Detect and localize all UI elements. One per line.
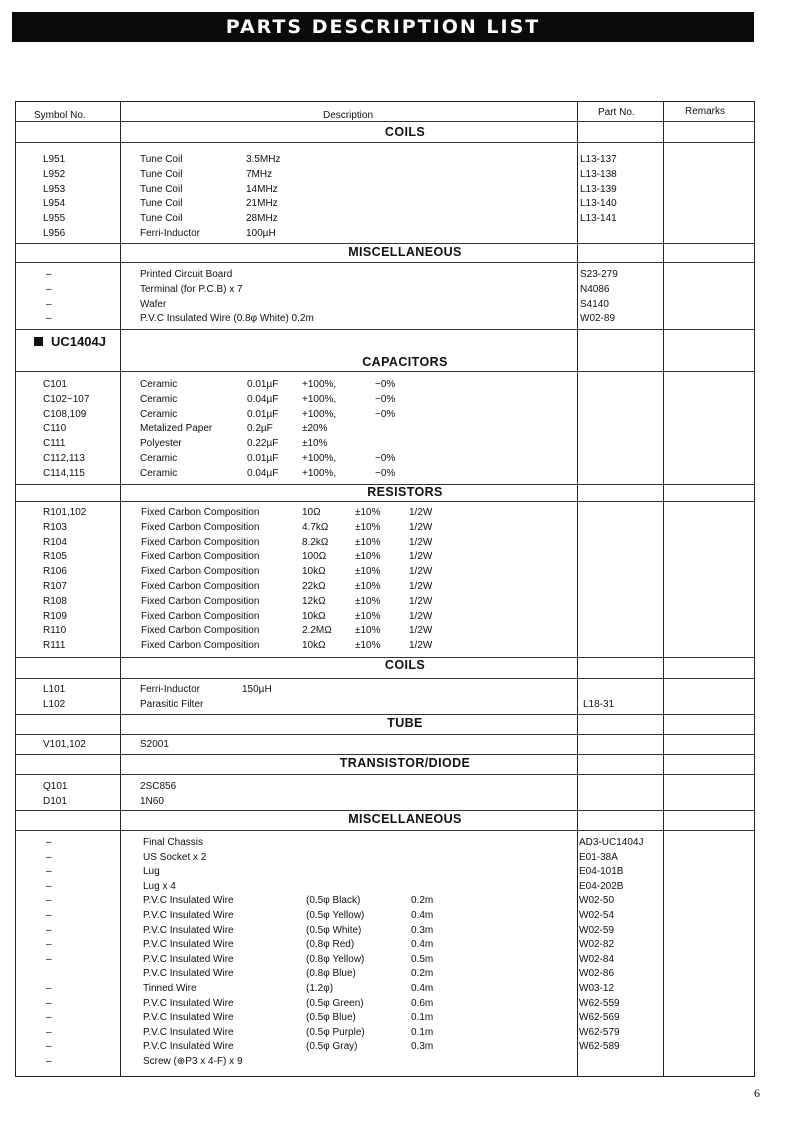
part-no: W02-59	[579, 924, 615, 936]
part-no: W62-559	[579, 997, 620, 1009]
description: Fixed Carbon Composition	[141, 610, 260, 622]
symbol-no: –	[46, 924, 52, 936]
tolerance: ±10%	[355, 521, 381, 533]
description: P.V.C Insulated Wire	[143, 997, 234, 1009]
value: 10kΩ	[302, 610, 326, 622]
tolerance-minus: −0%	[375, 408, 396, 420]
section-rule	[16, 678, 754, 679]
description: Fixed Carbon Composition	[141, 581, 260, 592]
symbol-no: –	[46, 997, 52, 1009]
symbol-no: C111	[43, 438, 66, 450]
table-row	[16, 923, 754, 938]
value: 0.2µF	[247, 423, 273, 435]
wattage: 1/2W	[409, 551, 433, 563]
symbol-no: L956	[43, 228, 66, 239]
description: Ferri-Inductor	[140, 228, 201, 239]
description: Wafer	[140, 298, 167, 310]
table-row	[16, 451, 754, 466]
description: Lug	[143, 866, 160, 878]
table-row	[16, 779, 754, 794]
symbol-no: –	[46, 851, 52, 863]
part-no: N4086	[580, 283, 610, 295]
description: Tune Coil	[140, 154, 183, 165]
symbol-no: L952	[43, 168, 66, 180]
section-rule	[16, 714, 754, 715]
section-heading-miscellaneous: MISCELLANEOUS	[348, 812, 462, 826]
length: 0.3m	[411, 1041, 434, 1053]
specification: (0.5φ White)	[306, 924, 362, 936]
description: S2001	[140, 739, 169, 750]
description: Fixed Carbon Composition	[141, 507, 260, 518]
value: 10kΩ	[302, 640, 326, 652]
description: Screw (⊕P3 x 4-F) x 9	[143, 1056, 243, 1067]
description: Ferri-Inductor	[140, 684, 201, 695]
length: 0.4m	[411, 939, 434, 951]
symbol-no: R110	[43, 625, 67, 637]
part-no: AD3-UC1404J	[579, 837, 644, 848]
value: 0.01µF	[247, 453, 279, 464]
symbol-no: C101	[43, 379, 67, 390]
description: P.V.C Insulated Wire (0.8φ White) 0.2m	[140, 313, 314, 325]
description: Tune Coil	[140, 213, 183, 225]
value: 0.04µF	[247, 393, 279, 405]
description: Fixed Carbon Composition	[141, 640, 260, 652]
tolerance: ±10%	[302, 438, 328, 450]
table-row	[16, 282, 754, 297]
symbol-no: –	[46, 880, 52, 892]
description: P.V.C Insulated Wire	[143, 968, 234, 980]
table-row	[16, 638, 754, 653]
description: Final Chassis	[143, 837, 204, 848]
table-row	[16, 835, 754, 850]
description: Tune Coil	[140, 183, 183, 195]
symbol-no: R103	[43, 521, 67, 533]
value: 4.7kΩ	[302, 521, 329, 533]
description: Ceramic	[140, 393, 178, 405]
part-no: W02-86	[579, 968, 615, 980]
tolerance: ±10%	[355, 581, 381, 592]
symbol-no: –	[46, 1041, 52, 1053]
section-rule	[16, 371, 754, 372]
tolerance: ±10%	[355, 536, 381, 548]
symbol-no: –	[46, 895, 52, 907]
table-row	[16, 152, 754, 167]
description: Fixed Carbon Composition	[141, 521, 260, 533]
table-row	[16, 966, 754, 981]
table-row	[16, 1054, 754, 1069]
part-no: W02-50	[579, 895, 615, 907]
description: Fixed Carbon Composition	[141, 551, 260, 563]
value: 0.04µF	[247, 467, 279, 479]
table-row	[16, 996, 754, 1011]
description: Metalized Paper	[140, 423, 213, 435]
tolerance: +100%,	[302, 393, 337, 405]
model-heading: UC1404J	[34, 334, 106, 349]
symbol-no: C110	[43, 423, 67, 435]
table-row	[16, 609, 754, 624]
table-row	[16, 520, 754, 535]
specification: (0.5φ Blue)	[306, 1012, 356, 1024]
symbol-no: R111	[43, 640, 66, 652]
symbol-no: C112,113	[43, 453, 85, 464]
symbol-no: –	[46, 1056, 52, 1067]
table-row	[16, 407, 754, 422]
value: 0.22µF	[247, 438, 279, 450]
tolerance: +100%,	[302, 408, 337, 420]
description: Polyester	[140, 438, 182, 450]
section-rule	[16, 121, 754, 122]
table-row	[16, 297, 754, 312]
part-no: W02-82	[579, 939, 615, 951]
header-symbol: Symbol No.	[34, 110, 86, 121]
description: Printed Circuit Board	[140, 269, 233, 280]
description: Lug x 4	[143, 880, 176, 892]
symbol-no: R104	[43, 536, 67, 548]
wattage: 1/2W	[409, 536, 433, 548]
table-row	[16, 267, 754, 282]
description: P.V.C Insulated Wire	[143, 1012, 234, 1024]
table-row	[16, 697, 754, 712]
symbol-no: –	[46, 953, 52, 965]
description: P.V.C Insulated Wire	[143, 895, 234, 907]
symbol-no: R109	[43, 610, 67, 622]
value: 7MHz	[246, 168, 273, 180]
tolerance: +100%,	[302, 467, 337, 479]
specification: (0.5φ Black)	[306, 895, 361, 907]
header-part: Part No.	[598, 107, 635, 118]
table-row	[16, 564, 754, 579]
section-rule	[16, 734, 754, 735]
section-rule	[16, 774, 754, 775]
table-row	[16, 1039, 754, 1054]
table-row	[16, 682, 754, 697]
table-row	[16, 549, 754, 564]
symbol-no: –	[46, 983, 52, 994]
length: 0.2m	[411, 968, 434, 980]
tolerance: ±10%	[355, 507, 381, 518]
section-heading-capacitors: CAPACITORS	[362, 355, 448, 369]
description: P.V.C Insulated Wire	[143, 1026, 234, 1038]
page-title: PARTS DESCRIPTION LIST	[12, 12, 754, 42]
description: Ceramic	[140, 379, 178, 390]
value: 100Ω	[302, 551, 327, 563]
part-no: E04-202B	[579, 880, 624, 892]
table-row	[16, 594, 754, 609]
table-row	[16, 436, 754, 451]
length: 0.1m	[411, 1026, 434, 1038]
symbol-no: –	[46, 837, 52, 848]
table-row	[16, 981, 754, 996]
tolerance: +100%,	[302, 379, 337, 390]
symbol-no: R107	[43, 581, 67, 592]
square-bullet-icon	[34, 337, 43, 346]
section-rule	[16, 142, 754, 143]
tolerance-minus: −0%	[375, 393, 396, 405]
wattage: 1/2W	[409, 595, 433, 607]
table-row	[16, 737, 754, 752]
symbol-no: D101	[43, 796, 67, 807]
section-rule	[16, 754, 754, 755]
value: 12kΩ	[302, 595, 326, 607]
wattage: 1/2W	[409, 566, 433, 578]
part-no: E01-38A	[579, 851, 618, 863]
section-rule	[16, 810, 754, 811]
value: 28MHz	[246, 213, 278, 225]
symbol-no: C114,115	[43, 467, 85, 479]
section-heading-coils: COILS	[384, 658, 426, 672]
symbol-no: L951	[43, 154, 66, 165]
table-row	[16, 1010, 754, 1025]
table-row	[16, 952, 754, 967]
table-row	[16, 623, 754, 638]
part-no: L18-31	[583, 699, 615, 710]
description: P.V.C Insulated Wire	[143, 910, 234, 921]
table-row	[16, 579, 754, 594]
header-description: Description	[323, 110, 374, 121]
specification: (0.5φ Purple)	[306, 1026, 365, 1038]
section-heading-miscellaneous: MISCELLANEOUS	[348, 245, 462, 259]
length: 0.2m	[411, 895, 434, 907]
table-row	[16, 466, 754, 481]
length: 0.5m	[411, 953, 434, 965]
table-row	[16, 864, 754, 879]
tolerance: +100%,	[302, 453, 337, 464]
table-row	[16, 226, 754, 241]
description: Tinned Wire	[143, 983, 197, 994]
value: 0.01µF	[247, 408, 279, 420]
specification: (0.5φ Green)	[306, 997, 364, 1009]
description: P.V.C Insulated Wire	[143, 939, 234, 951]
wattage: 1/2W	[409, 507, 433, 518]
part-no: W02-84	[579, 953, 615, 965]
wattage: 1/2W	[409, 581, 433, 592]
section-rule	[16, 262, 754, 263]
section-rule	[16, 329, 754, 330]
section-heading-tube: TUBE	[387, 716, 423, 730]
tolerance-minus: −0%	[375, 453, 396, 464]
section-rule	[16, 830, 754, 831]
table-row	[16, 794, 754, 809]
part-no: W02-89	[580, 313, 616, 325]
part-no: L13-139	[580, 183, 617, 195]
description: Tune Coil	[140, 168, 183, 180]
length: 0.3m	[411, 924, 434, 936]
wattage: 1/2W	[409, 640, 433, 652]
tolerance: ±20%	[302, 423, 328, 435]
part-no: L13-138	[580, 168, 617, 180]
symbol-no: –	[46, 1026, 52, 1038]
table-row	[16, 421, 754, 436]
wattage: 1/2W	[409, 625, 433, 637]
value: 22kΩ	[302, 581, 326, 592]
table-row	[16, 893, 754, 908]
symbol-no: R105	[43, 551, 67, 563]
table-row	[16, 182, 754, 197]
tolerance-minus: −0%	[375, 379, 396, 390]
symbol-no: C108,109	[43, 408, 87, 420]
table-row	[16, 1025, 754, 1040]
description: US Socket x 2	[143, 851, 207, 863]
symbol-no: –	[46, 939, 52, 951]
table-row	[16, 392, 754, 407]
value: 21MHz	[246, 198, 278, 210]
value: 150µH	[242, 684, 272, 695]
tolerance: ±10%	[355, 640, 381, 652]
symbol-no: R106	[43, 566, 67, 578]
description: Fixed Carbon Composition	[141, 536, 260, 548]
specification: (0.5φ Yellow)	[306, 910, 365, 921]
description: 1N60	[140, 796, 164, 807]
description: Terminal (for P.C.B) x 7	[140, 283, 243, 295]
length: 0.4m	[411, 983, 434, 994]
description: Parasitic Filter	[140, 699, 204, 710]
symbol-no: –	[46, 910, 52, 921]
symbol-no: R108	[43, 595, 67, 607]
value: 14MHz	[246, 183, 278, 195]
specification: (0.8φ Yellow)	[306, 953, 365, 965]
description: Fixed Carbon Composition	[141, 625, 260, 637]
section-rule	[16, 243, 754, 244]
part-no: W02-54	[579, 910, 615, 921]
specification: (1.2φ)	[306, 983, 334, 994]
tolerance: ±10%	[355, 595, 381, 607]
table-row	[16, 937, 754, 952]
value: 100µH	[246, 228, 276, 239]
table-row	[16, 311, 754, 326]
table-row	[16, 377, 754, 392]
description: Fixed Carbon Composition	[141, 595, 260, 607]
part-no: E04-101B	[579, 866, 624, 878]
part-no: L13-140	[580, 198, 617, 210]
table-row	[16, 211, 754, 226]
section-heading-coils: COILS	[384, 125, 426, 139]
part-no: W62-569	[579, 1012, 620, 1024]
header-remarks: Remarks	[685, 106, 726, 117]
symbol-no: –	[46, 313, 52, 325]
table-row	[16, 505, 754, 520]
symbol-no: R101,102	[43, 507, 87, 518]
length: 0.6m	[411, 997, 434, 1009]
tolerance: ±10%	[355, 566, 381, 578]
symbol-no: V101,102	[43, 739, 86, 750]
value: 8.2kΩ	[302, 536, 329, 548]
symbol-no: –	[46, 283, 52, 295]
symbol-no: L954	[43, 198, 66, 210]
wattage: 1/2W	[409, 610, 433, 622]
page-number: 6	[754, 1086, 760, 1100]
tolerance: ±10%	[355, 625, 381, 637]
description: Tune Coil	[140, 198, 183, 210]
value: 2.2MΩ	[302, 625, 332, 637]
part-no: S23-279	[580, 269, 618, 280]
specification: (0.5φ Gray)	[306, 1041, 358, 1053]
part-no: W03-12	[579, 983, 615, 994]
symbol-no: –	[46, 1012, 52, 1024]
symbol-no: Q101	[43, 781, 68, 792]
symbol-no: –	[46, 866, 52, 878]
length: 0.1m	[411, 1012, 434, 1024]
symbol-no: L101	[43, 684, 66, 695]
tolerance: ±10%	[355, 551, 381, 563]
table-row	[16, 908, 754, 923]
description: Ceramic	[140, 467, 178, 479]
section-heading-transistor-diode: TRANSISTOR/DIODE	[339, 756, 471, 770]
part-no: L13-141	[580, 213, 617, 225]
parts-table	[15, 101, 755, 1077]
part-no: W62-579	[579, 1026, 620, 1038]
description: P.V.C Insulated Wire	[143, 924, 234, 936]
part-no: S4140	[580, 298, 609, 310]
part-no: L13-137	[580, 154, 617, 165]
description: Ceramic	[140, 408, 178, 420]
value: 10kΩ	[302, 566, 326, 578]
specification: (0.8φ Blue)	[306, 968, 356, 980]
section-rule	[16, 501, 754, 502]
part-no: W62-589	[579, 1041, 620, 1053]
table-row	[16, 850, 754, 865]
wattage: 1/2W	[409, 521, 433, 533]
description: P.V.C Insulated Wire	[143, 953, 234, 965]
value: 0.01µF	[247, 379, 279, 390]
table-row	[16, 879, 754, 894]
description: Ceramic	[140, 453, 178, 464]
symbol-no: L953	[43, 183, 66, 195]
length: 0.4m	[411, 910, 434, 921]
description: P.V.C Insulated Wire	[143, 1041, 234, 1053]
tolerance-minus: −0%	[375, 467, 396, 479]
description: Fixed Carbon Composition	[141, 566, 260, 578]
description: 2SC856	[140, 781, 177, 792]
table-row	[16, 196, 754, 211]
section-heading-resistors: RESISTORS	[367, 485, 443, 499]
table-row	[16, 535, 754, 550]
symbol-no: –	[46, 298, 52, 310]
symbol-no: C102~107	[43, 393, 90, 405]
value: 3.5MHz	[246, 154, 281, 165]
symbol-no: –	[46, 269, 52, 280]
specification: (0.8φ Red)	[306, 939, 355, 951]
tolerance: ±10%	[355, 610, 381, 622]
value: 10Ω	[302, 507, 321, 518]
symbol-no: L955	[43, 213, 66, 225]
symbol-no: L102	[43, 699, 66, 710]
table-row	[16, 167, 754, 182]
